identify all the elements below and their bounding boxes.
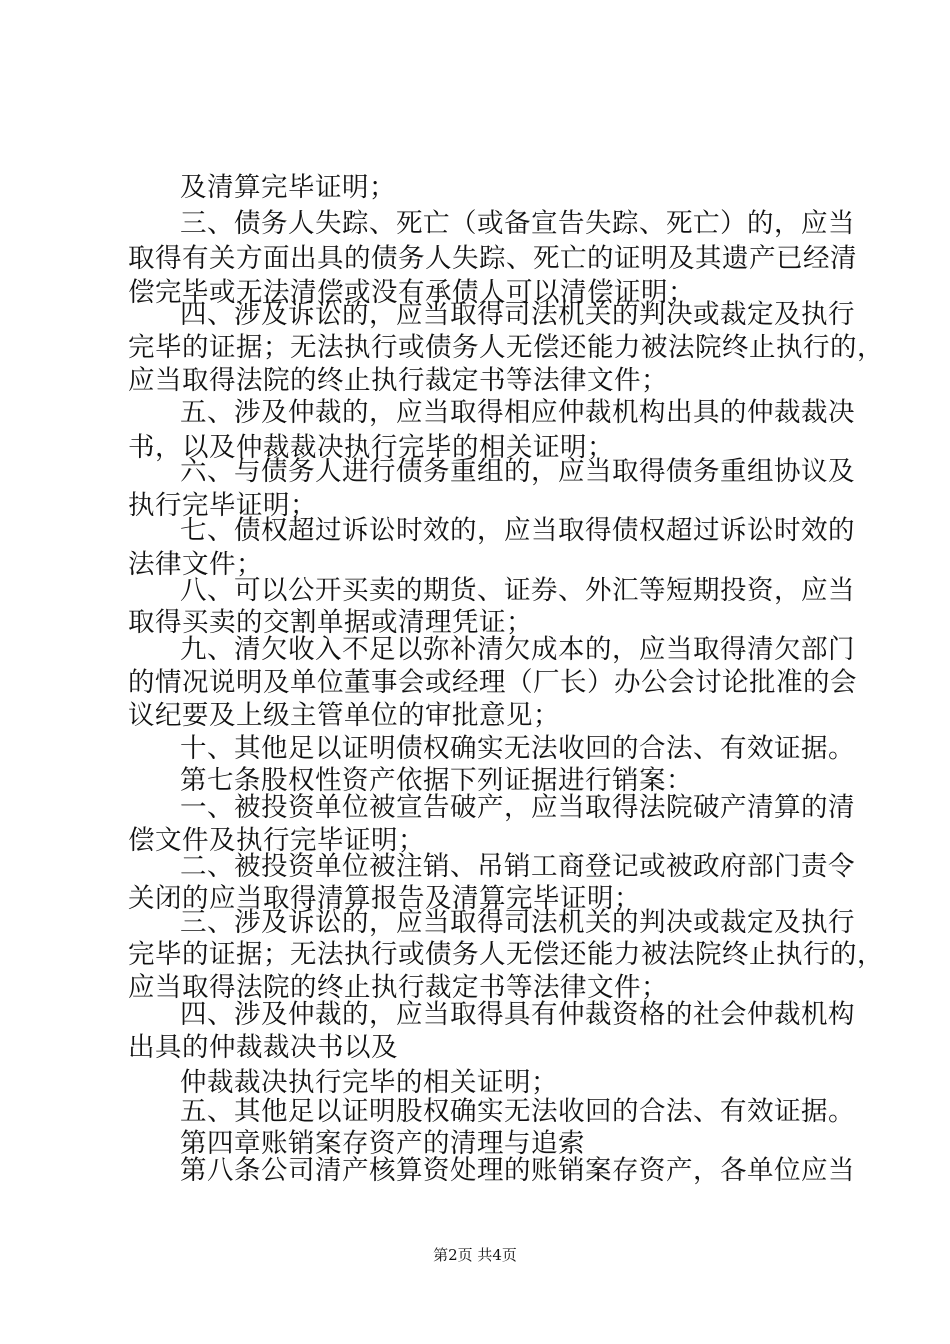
text-line: 九、清欠收入不足以弥补清欠成本的，应当取得清欠部门: [180, 634, 855, 665]
text-line: 出具的仲裁裁决书以及: [128, 1032, 398, 1063]
text-line: 五、涉及仲裁的，应当取得相应仲裁机构出具的仲裁裁决: [180, 397, 855, 428]
text-line: 第四章账销案存资产的清理与追索: [180, 1128, 585, 1159]
text-line: 执行完毕证明；: [128, 490, 317, 521]
text-line: 书，以及仲裁裁决执行完毕的相关证明；: [128, 432, 614, 463]
text-line: 取得买卖的交割单据或清理凭证；: [128, 607, 533, 638]
text-line: 关闭的应当取得清算报告及清算完毕证明；: [128, 883, 641, 914]
text-line: 四、涉及诉讼的，应当取得司法机关的判决或裁定及执行: [180, 299, 855, 330]
text-line: 六、与债务人进行债务重组的，应当取得债务重组协议及: [180, 456, 855, 487]
text-line: 二、被投资单位被注销、吊销工商登记或被政府部门责令: [180, 851, 855, 882]
text-line: 三、涉及诉讼的，应当取得司法机关的判决或裁定及执行: [180, 907, 855, 938]
text-line: 及清算完毕证明；: [180, 172, 396, 203]
text-line: 一、被投资单位被宣告破产，应当取得法院破产清算的清: [180, 792, 855, 823]
text-line: 应当取得法院的终止执行裁定书等法律文件；: [128, 365, 668, 396]
text-line: 七、债权超过诉讼时效的，应当取得债权超过诉讼时效的: [180, 515, 855, 546]
text-line: 完毕的证据；无法执行或债务人无偿还能力被法院终止执行的，: [128, 939, 884, 970]
text-line: 五、其他足以证明股权确实无法收回的合法、有效证据。: [180, 1096, 855, 1127]
text-line: 第七条股权性资产依据下列证据进行销案：: [180, 765, 693, 796]
text-line: 完毕的证据；无法执行或债务人无偿还能力被法院终止执行的，: [128, 332, 884, 363]
page-footer: 第2页 共4页: [433, 1246, 517, 1264]
text-line: 议纪要及上级主管单位的审批意见；: [128, 700, 560, 731]
text-line: 第八条公司清产核算资处理的账销案存资产，各单位应当: [180, 1155, 855, 1186]
text-line: 取得有关方面出具的债务人失踪、死亡的证明及其遗产已经清: [128, 243, 857, 274]
text-line: 四、涉及仲裁的，应当取得具有仲裁资格的社会仲裁机构: [180, 999, 855, 1030]
text-line: 仲裁裁决执行完毕的相关证明；: [180, 1067, 558, 1098]
text-line: 的情况说明及单位董事会或经理（厂长）办公会讨论批准的会: [128, 667, 857, 698]
text-line: 三、债务人失踪、死亡（或备宣告失踪、死亡）的，应当: [180, 208, 855, 239]
text-line: 偿文件及执行完毕证明；: [128, 825, 425, 856]
text-line: 应当取得法院的终止执行裁定书等法律文件；: [128, 972, 668, 1003]
text-line: 偿完毕或无法清偿或没有承债人可以清偿证明；: [128, 277, 695, 308]
text-line: 十、其他足以证明债权确实无法收回的合法、有效证据。: [180, 733, 855, 764]
text-line: 法律文件；: [128, 549, 263, 580]
text-line: 八、可以公开买卖的期货、证券、外汇等短期投资，应当: [180, 575, 855, 606]
